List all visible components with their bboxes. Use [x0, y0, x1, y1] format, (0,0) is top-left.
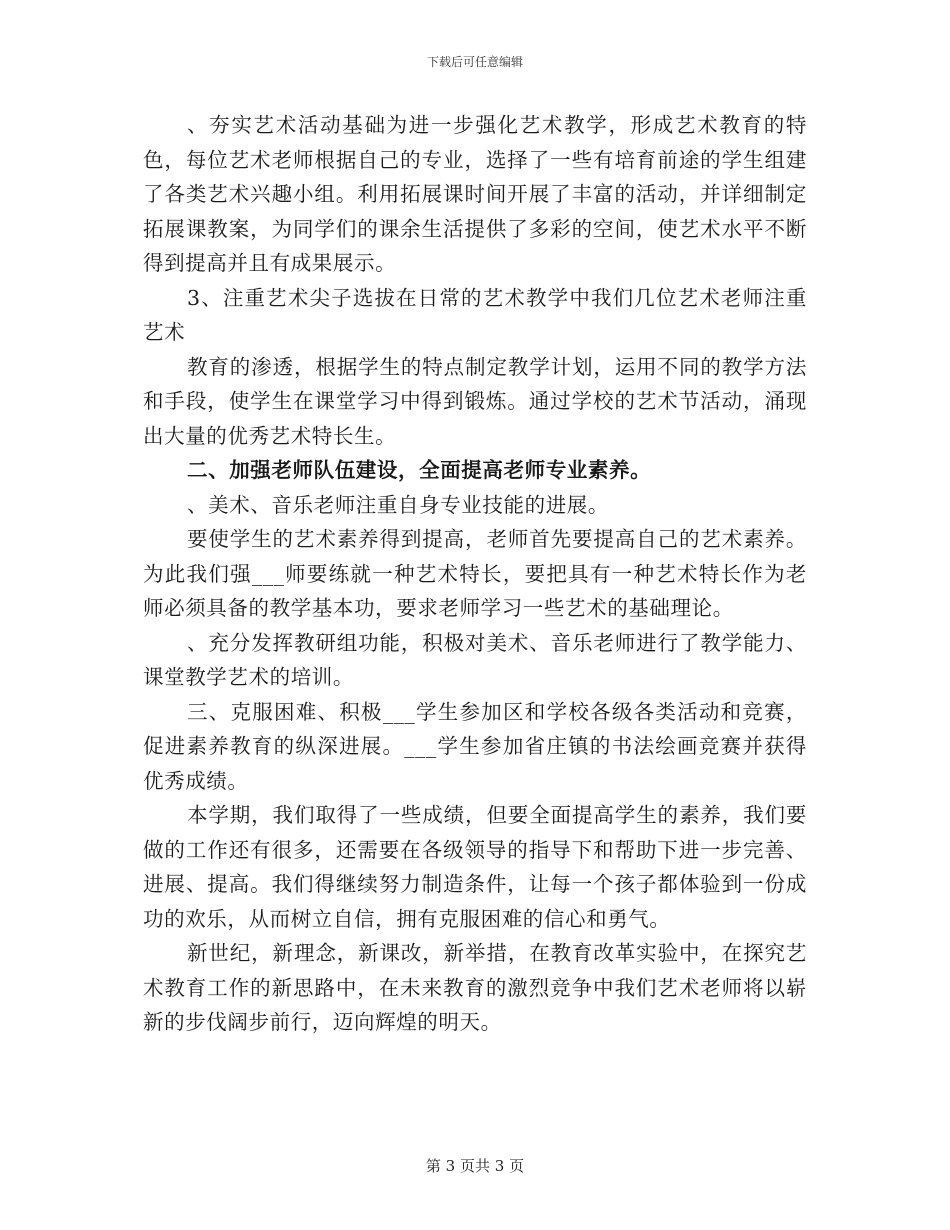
paragraph-semester-summary: 本学期，我们取得了一些成绩，但要全面提高学生的素养，我们要做的工作还有很多，还需要在各级领导的指导下和帮助下进一步完善、进展、提高。我们得继续努力制造条件，让每一个孩子都体验到一份成功的欢乐，从而树立自信，拥有克服困难的信心和勇气。: [143, 803, 807, 931]
document-body: [143, 108, 807, 1040]
paragraph-art-education-penetration: 教育的渗透，根据学生的特点制定教学计划，运用不同的教学方法和手段，使学生在课堂学习中得到锻炼。通过学校的艺术节活动，涌现出大量的优秀艺术特长生。: [143, 354, 807, 448]
paragraph-art-talent-selection: 3、注重艺术尖子选拔在日常的艺术教学中我们几位艺术老师注重艺术: [143, 285, 807, 344]
section-heading-teacher-team: 二、加强老师队伍建设，全面提高老师专业素养。: [187, 458, 652, 482]
paragraph-competitions: 三、克服困难、积极___学生参加区和学校各级各类活动和竞赛，促进素养教育的纵深进展。___学生参加省庄镇的书法绘画竞赛并获得优秀成绩。: [143, 699, 807, 793]
page-header-note: 下载后可任意编辑: [426, 55, 523, 69]
paragraph-conclusion: 新世纪，新理念，新课改，新举措，在教育改革实验中，在探究艺术教育工作的新思路中，在未来教育的激烈竞争中我们艺术老师将以崭新的步伐阔步前行，迈向辉煌的明天。: [143, 941, 807, 1034]
paragraph-teacher-skills: 、美术、音乐老师注重自身专业技能的进展。: [187, 492, 609, 517]
paragraph-art-activities: 、夯实艺术活动基础为进一步强化艺术教学，形成艺术教育的特色，每位艺术老师根据自己的专业，选择了一些有培育前途的学生组建了各类艺术兴趣小组。利用拓展课时间开展了丰富的活动，并详细制定拓展课教案，为同学们的课余生活提供了多彩的空间，使艺术水平不断得到提高并且有成果展示。: [143, 113, 807, 275]
page-number-footer: 第 3 页共 3 页: [425, 1157, 525, 1175]
paragraph-teacher-literacy: 要使学生的艺术素养得到提高，老师首先要提高自己的艺术素养。为此我们强___师要练就一种艺术特长，要把具有一种艺术特长作为老师必须具备的教学基本功，要求老师学习一些艺术的基础理论。: [143, 527, 807, 620]
paragraph-research-group: 、充分发挥教研组功能，积极对美术、音乐老师进行了教学能力、课堂教学艺术的培训。: [143, 630, 807, 689]
